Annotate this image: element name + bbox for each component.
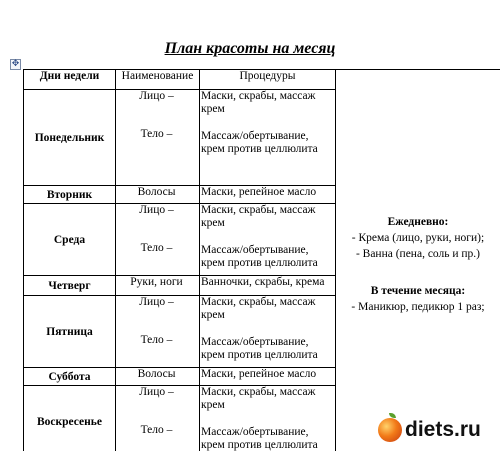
proc-cell	[200, 90, 336, 186]
day-wednesday: Среда	[24, 204, 116, 276]
part-hands-legs: Руки, ноги	[116, 276, 200, 296]
day-tuesday: Вторник	[24, 186, 116, 204]
part-face: Лицо –	[139, 386, 174, 398]
proc-body: Массаж/обертывание,	[201, 426, 309, 438]
part-body: Тело –	[140, 334, 173, 346]
part-face: Лицо –	[139, 296, 174, 308]
proc-body: крем против целлюлита	[201, 439, 318, 451]
day-saturday: Суббота	[24, 368, 116, 386]
monthly-heading: В течение месяца:	[370, 284, 466, 297]
day-sunday: Воскресенье	[24, 386, 116, 451]
apple-icon	[378, 418, 402, 442]
part-face: Лицо –	[139, 204, 174, 216]
day-thursday: Четверг	[24, 276, 116, 296]
part-hair: Волосы	[116, 186, 200, 204]
proc-cell	[200, 296, 336, 368]
part-cell	[116, 204, 200, 276]
monthly-item: - Маникюр, педикюр 1 раз;	[351, 300, 485, 313]
part-cell	[116, 90, 200, 186]
part-hair: Волосы	[116, 368, 200, 386]
proc-face: Маски, скрабы, массаж крем	[201, 296, 316, 321]
proc-body: крем против целлюлита	[201, 257, 318, 269]
proc-cell: Маски, репейное масло	[200, 186, 336, 204]
part-face: Лицо –	[139, 90, 174, 102]
daily-item: - Крема (лицо, руки, ноги);	[351, 231, 485, 244]
proc-body: Массаж/обертывание,	[201, 336, 309, 348]
daily-item: - Ванна (пена, соль и пр.)	[355, 247, 481, 260]
side-notes	[336, 70, 500, 451]
day-friday: Пятница	[24, 296, 116, 368]
proc-face: Маски, скрабы, массаж крем	[201, 386, 316, 411]
part-body: Тело –	[140, 424, 173, 436]
diets-logo[interactable]	[378, 410, 500, 450]
table-header-row	[24, 70, 500, 90]
part-cell	[116, 296, 200, 368]
proc-face: Маски, скрабы, массаж крем	[201, 90, 316, 115]
daily-heading: Ежедневно:	[387, 215, 449, 228]
header-name: Наименование	[116, 70, 200, 90]
proc-body: Массаж/обертывание,	[201, 244, 309, 256]
day-monday: Понедельник	[24, 90, 116, 186]
document-title: План красоты на месяц	[164, 40, 336, 57]
part-body: Тело –	[140, 242, 173, 254]
table-move-handle-icon[interactable]: ✥	[11, 59, 20, 69]
beauty-plan-table	[23, 69, 500, 451]
proc-body: крем против целлюлита	[201, 349, 318, 361]
part-body: Тело –	[140, 128, 173, 140]
part-cell	[116, 386, 200, 451]
logo-text: diets.ru	[405, 418, 481, 441]
proc-cell: Маски, репейное масло	[200, 368, 336, 386]
proc-cell	[200, 386, 336, 451]
proc-cell: Ванночки, скрабы, крема	[200, 276, 336, 296]
header-procedures: Процедуры	[200, 70, 336, 90]
header-days: Дни недели	[24, 70, 116, 90]
proc-body: Массаж/обертывание,	[201, 130, 309, 142]
proc-body: крем против целлюлита	[201, 143, 318, 155]
proc-face: Маски, скрабы, массаж крем	[201, 204, 316, 229]
proc-cell	[200, 204, 336, 276]
